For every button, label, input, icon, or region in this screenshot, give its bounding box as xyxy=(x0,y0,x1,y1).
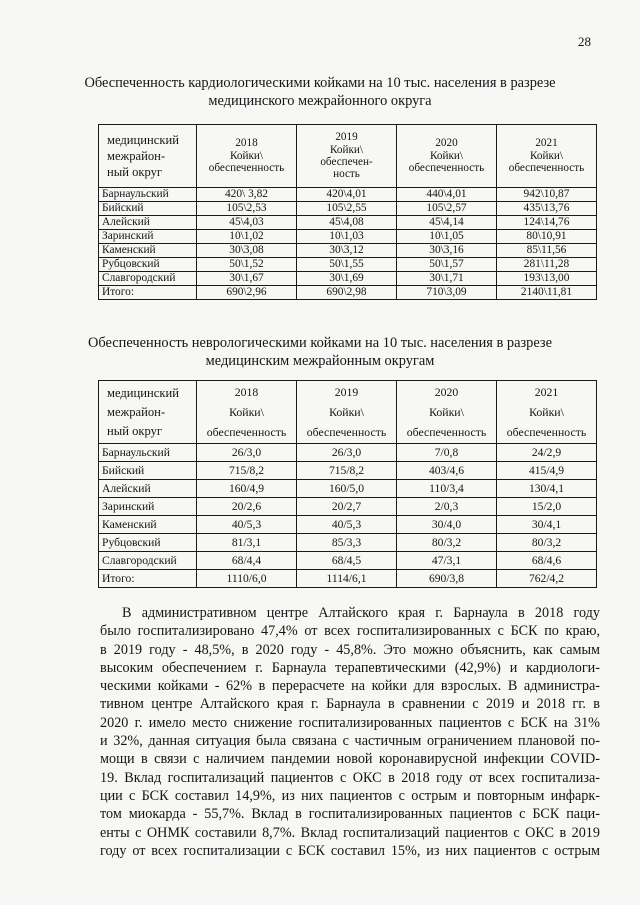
table-row xyxy=(99,462,597,480)
region-cell: Алейский xyxy=(99,216,197,230)
table1-caption xyxy=(40,74,600,110)
value-cell: 2140\11,81 xyxy=(497,286,597,300)
table-header-row xyxy=(99,381,597,444)
header-line: обеспеченность xyxy=(506,425,587,439)
value-cell: 30/4,1 xyxy=(497,516,597,534)
value-cell: 50\1,57 xyxy=(397,258,497,272)
header-line: Койки\ xyxy=(529,149,563,162)
cardiology-beds-table xyxy=(98,124,597,300)
header-year: 2019 xyxy=(335,131,358,144)
value-cell: 440\4,01 xyxy=(397,188,497,202)
table-row xyxy=(99,570,597,588)
header-line: ность xyxy=(333,168,360,181)
page-number: 28 xyxy=(578,34,591,49)
table1-caption-line: Обеспеченность кардиологическими койками на 10 тыс. населения в разрезе xyxy=(84,75,556,91)
value-cell: 50\1,52 xyxy=(197,258,297,272)
value-cell: 15/2,0 xyxy=(497,498,597,516)
paragraph-line: высоким обеспечением г. Барнаула терапевтическими (42,9%) и кардиологи- xyxy=(100,659,600,676)
value-cell: 420\ 3,82 xyxy=(197,188,297,202)
header-line: межрайон- xyxy=(107,404,166,419)
value-cell: 762/4,2 xyxy=(497,570,597,588)
body-paragraph xyxy=(100,604,600,860)
value-cell: 130/4,1 xyxy=(497,480,597,498)
region-cell: Каменский xyxy=(99,516,197,534)
header-year: 2021 xyxy=(535,137,558,150)
value-cell: 24/2,9 xyxy=(497,444,597,462)
paragraph-line: и 32%, данная ситуация была связана с частичным ограничением плановой по- xyxy=(100,733,600,750)
header-year: 2018 xyxy=(234,385,259,399)
header-line: обеспеченность xyxy=(408,162,485,175)
table1-caption-line: медицинского межрайонного округа xyxy=(208,93,432,109)
region-cell: Барнаульский xyxy=(99,444,197,462)
header-line: медицинский xyxy=(107,385,179,400)
paragraph-line: том миокарда - 55,7%. Вклад в госпитализированных пациентов с БСК паци- xyxy=(100,806,600,823)
table-row xyxy=(99,552,597,570)
value-cell: 45\4,03 xyxy=(197,216,297,230)
year-column-header xyxy=(497,381,597,444)
header-line: обеспеченность xyxy=(306,425,387,439)
region-cell: Итого: xyxy=(99,570,197,588)
header-line: Койки\ xyxy=(429,149,463,162)
paragraph-line: тивном центре Алтайского края г. Барнаула в сравнении с 2019 и 2018 гг. в xyxy=(100,696,600,713)
year-column-header xyxy=(397,125,497,188)
table-row xyxy=(99,230,597,244)
value-cell: 160/4,9 xyxy=(197,480,297,498)
value-cell: 30\1,71 xyxy=(397,272,497,286)
value-cell: 420\4,01 xyxy=(297,188,397,202)
header-line: Койки\ xyxy=(229,149,263,162)
value-cell: 40/5,3 xyxy=(297,516,397,534)
header-line: ный округ xyxy=(107,423,163,438)
value-cell: 7/0,8 xyxy=(397,444,497,462)
value-cell: 30\1,67 xyxy=(197,272,297,286)
table2-caption-line: Обеспеченность неврологическими койками на 10 тыс. населения в разрезе xyxy=(88,335,552,351)
value-cell: 80/3,2 xyxy=(397,534,497,552)
value-cell: 50\1,55 xyxy=(297,258,397,272)
value-cell: 30\3,08 xyxy=(197,244,297,258)
header-line: обеспеченность xyxy=(406,425,487,439)
value-cell: 30\3,12 xyxy=(297,244,397,258)
value-cell: 30/4,0 xyxy=(397,516,497,534)
year-column-header xyxy=(297,381,397,444)
header-line: межрайон- xyxy=(107,149,166,163)
neurology-beds-table xyxy=(98,380,597,588)
table-header-row xyxy=(99,125,597,188)
header-line: обеспечен- xyxy=(320,156,373,168)
header-year: 2021 xyxy=(534,385,559,399)
value-cell: 85/3,3 xyxy=(297,534,397,552)
table-row xyxy=(99,286,597,300)
value-cell: 690\2,98 xyxy=(297,286,397,300)
paragraph-line: 2020 г. имело место снижение госпитализированных пациентов с БСК на 31% xyxy=(100,714,600,731)
value-cell: 68/4,6 xyxy=(497,552,597,570)
value-cell: 1110/6,0 xyxy=(197,570,297,588)
value-cell: 30\1,69 xyxy=(297,272,397,286)
value-cell: 20/2,7 xyxy=(297,498,397,516)
value-cell: 20/2,6 xyxy=(197,498,297,516)
paragraph-line: ции с БСК составил 14,9%, из них пациентов с острым и повторным инфарк- xyxy=(100,787,600,804)
region-cell: Бийский xyxy=(99,462,197,480)
paragraph-line: в 2019 году - 48,5%, в 2020 году - 45,8%. Это можно объяснить, как самым xyxy=(100,641,600,658)
value-cell: 690/3,8 xyxy=(397,570,497,588)
value-cell: 68/4,5 xyxy=(297,552,397,570)
value-cell: 435\13,76 xyxy=(497,202,597,216)
value-cell: 10\1,05 xyxy=(397,230,497,244)
value-cell: 45\4,08 xyxy=(297,216,397,230)
value-cell: 68/4,4 xyxy=(197,552,297,570)
header-line: обеспеченность xyxy=(508,162,585,175)
value-cell: 193\13,00 xyxy=(497,272,597,286)
table-row xyxy=(99,480,597,498)
table-row xyxy=(99,188,597,202)
value-cell: 110/3,4 xyxy=(397,480,497,498)
region-cell: Славгородский xyxy=(99,272,197,286)
value-cell: 45\4,14 xyxy=(397,216,497,230)
header-line: медицинский xyxy=(107,133,179,147)
region-cell: Заринский xyxy=(99,498,197,516)
value-cell: 690\2,96 xyxy=(197,286,297,300)
paragraph-line: ческими койками - 62% в перерасчете на койки для взрослых. В администра- xyxy=(100,678,600,695)
table-row xyxy=(99,272,597,286)
value-cell: 281\11,28 xyxy=(497,258,597,272)
region-cell: Барнаульский xyxy=(99,188,197,202)
header-line: Койки\ xyxy=(329,143,363,156)
header-line: Койки\ xyxy=(329,405,364,419)
year-column-header xyxy=(497,125,597,188)
region-column-header xyxy=(99,381,197,444)
header-line: обеспеченность xyxy=(206,425,287,439)
year-column-header xyxy=(197,381,297,444)
value-cell: 80\10,91 xyxy=(497,230,597,244)
table-row xyxy=(99,498,597,516)
paragraph-line: мощи в связи с наличием пандемии новой коронавирусной инфекции COVID- xyxy=(100,751,600,768)
paragraph-line: В административном центре Алтайского края г. Барнаула в 2018 году xyxy=(122,605,600,621)
paragraph-line: енты с ОНМК составили 8,7%. Вклад госпитализаций пациентов с ОКС в 2019 xyxy=(100,824,600,841)
header-line: ный округ xyxy=(107,165,163,179)
header-year: 2020 xyxy=(435,137,458,150)
value-cell: 85\11,56 xyxy=(497,244,597,258)
value-cell: 710\3,09 xyxy=(397,286,497,300)
value-cell: 403/4,6 xyxy=(397,462,497,480)
value-cell: 105\2,57 xyxy=(397,202,497,216)
value-cell: 26/3,0 xyxy=(197,444,297,462)
value-cell: 40/5,3 xyxy=(197,516,297,534)
paragraph-line: году от всех госпитализации с БСК составил 15%, из них пациентов с острым xyxy=(100,842,600,859)
table-row xyxy=(99,244,597,258)
year-column-header xyxy=(297,125,397,188)
value-cell: 160/5,0 xyxy=(297,480,397,498)
value-cell: 715/8,2 xyxy=(197,462,297,480)
value-cell: 10\1,02 xyxy=(197,230,297,244)
header-year: 2020 xyxy=(434,385,459,399)
table-row xyxy=(99,444,597,462)
value-cell: 1114/6,1 xyxy=(297,570,397,588)
table-row xyxy=(99,534,597,552)
value-cell: 415/4,9 xyxy=(497,462,597,480)
table2-caption xyxy=(40,334,600,370)
table2-caption-line: медицинским межрайонным округам xyxy=(205,353,435,369)
header-line: обеспеченность xyxy=(208,162,285,175)
header-year: 2019 xyxy=(334,385,359,399)
value-cell: 30\3,16 xyxy=(397,244,497,258)
header-year: 2018 xyxy=(235,137,258,150)
value-cell: 942\10,87 xyxy=(497,188,597,202)
header-line: Койки\ xyxy=(429,405,464,419)
value-cell: 47/3,1 xyxy=(397,552,497,570)
table-row xyxy=(99,216,597,230)
table-row xyxy=(99,258,597,272)
value-cell: 105\2,55 xyxy=(297,202,397,216)
region-cell: Славгородский xyxy=(99,552,197,570)
value-cell: 124\14,76 xyxy=(497,216,597,230)
value-cell: 26/3,0 xyxy=(297,444,397,462)
year-column-header xyxy=(197,125,297,188)
value-cell: 10\1,03 xyxy=(297,230,397,244)
year-column-header xyxy=(397,381,497,444)
value-cell: 715/8,2 xyxy=(297,462,397,480)
region-cell: Заринский xyxy=(99,230,197,244)
value-cell: 2/0,3 xyxy=(397,498,497,516)
region-column-header xyxy=(99,125,197,188)
paragraph-line: 19. Вклад госпитализаций пациентов с ОКС в 2018 году от всех госпитализа- xyxy=(100,769,600,786)
region-cell: Рубцовский xyxy=(99,534,197,552)
region-cell: Бийский xyxy=(99,202,197,216)
table-row xyxy=(99,202,597,216)
region-cell: Рубцовский xyxy=(99,258,197,272)
value-cell: 80/3,2 xyxy=(497,534,597,552)
region-cell: Алейский xyxy=(99,480,197,498)
table-row xyxy=(99,516,597,534)
paragraph-line: было госпитализировано 47,4% от всех госпитализированных с БСК по краю, xyxy=(100,623,600,640)
header-line: Койки\ xyxy=(229,405,264,419)
header-line: Койки\ xyxy=(529,405,564,419)
value-cell: 81/3,1 xyxy=(197,534,297,552)
region-cell: Каменский xyxy=(99,244,197,258)
value-cell: 105\2,53 xyxy=(197,202,297,216)
region-cell: Итого: xyxy=(99,286,197,300)
